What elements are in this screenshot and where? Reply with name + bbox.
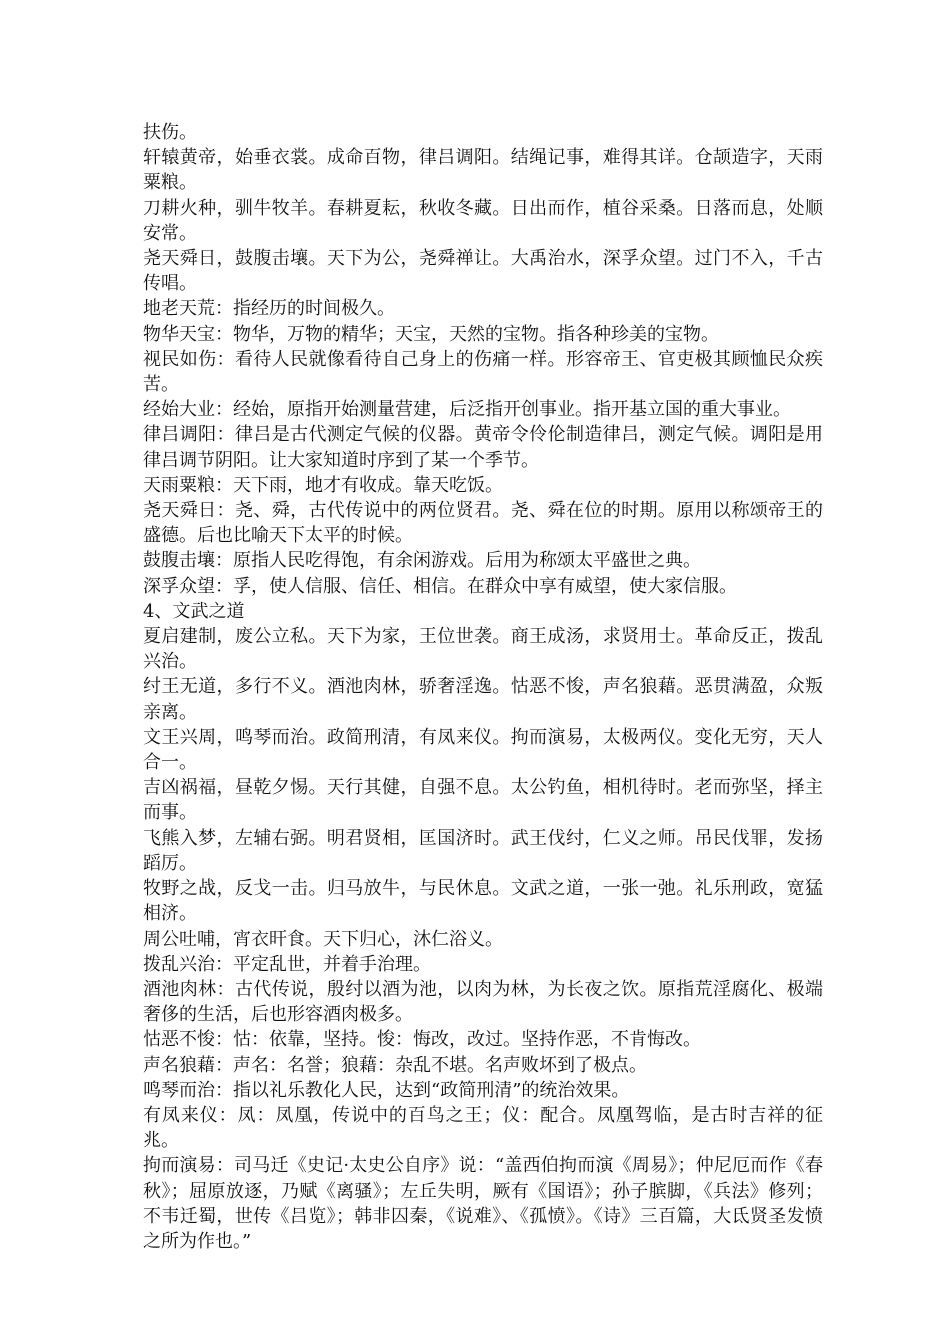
- definition-shenfuzhongwang: 深孚众望：孚，使人信服、信任、相信。在群众中享有威望，使大家信服。: [143, 575, 737, 597]
- paragraph-daogeng: 刀耕火种，驯牛牧羊。春耕夏耘，秋收冬藏。日出而作，植谷采桑。日落而息，处顺安常。: [143, 197, 823, 244]
- definition-tianyusuliang: 天雨粟粮：天下雨，地才有收成。靠天吃饭。: [143, 474, 503, 496]
- paragraph-muye: 牧野之战，反戈一击。归马放牛，与民休息。文武之道，一张一弛。礼乐刑政，宽猛相济。: [143, 878, 823, 925]
- definition-jiuchiroulin: 酒池肉林：古代传说，殷纣以酒为池，以肉为林，为长夜之饮。原指荒淫腐化、极端奢侈的生活，后也形容酒肉极多。: [143, 978, 823, 1026]
- paragraph-xiaqi: 夏启建制，废公立私。天下为家，王位世袭。商王成汤，求贤用士。革命反正，拨乱兴治。: [143, 626, 823, 673]
- definition-dilaotianhuang: 地老天荒：指经历的时间极久。: [143, 298, 395, 320]
- definition-mingqinerzhi: 鸣琴而治：指以礼乐教化人民，达到“政简刑清”的统治效果。: [143, 1079, 630, 1101]
- paragraph-zhouwang: 纣王无道，多行不义。酒池肉林，骄奢淫逸。怙恶不悛，声名狼藉。恶贯满盈，众叛亲离。: [143, 676, 823, 723]
- definition-juyanyi: 拘而演易：司马迁《史记·太史公自序》说：“盖西伯拘而演《周易》；仲尼厄而作《春秋》；屈原放逐，乃赋《离骚》；左丘失明，厥有《国语》；孙子膑脚，《兵法》修列；不韦迁蜀，世传《吕览》；韩非囚秦，《说难》、《孤愤》。《诗》三百篇，大氐贤圣发愤之所为作也。”: [143, 1155, 823, 1252]
- paragraph-yaotian: 尧天舜日，鼓腹击壤。天下为公，尧舜禅让。大禹治水，深孚众望。过门不入，千古传唱。: [143, 248, 823, 295]
- definition-jingshidaye: 经始大业：经始，原指开始测量营建，后泛指开创事业。指开基立国的重大事业。: [143, 399, 791, 421]
- definition-wuhuatianbao: 物华天宝：物华，万物的精华；天宝，天然的宝物。指各种珍美的宝物。: [143, 323, 719, 345]
- definition-youfenglaiyi: 有凤来仪：凤：凤凰，传说中的百鸟之王；仪：配合。凤凰驾临，是古时吉祥的征兆。: [143, 1104, 823, 1152]
- definition-lvlvtiaoyang: 律吕调阳：律吕是古代测定气候的仪器。黄帝令伶伦制造律吕，测定气候。调阳是用律吕调节阴阳。让大家知道时序到了某一个季节。: [143, 424, 823, 471]
- section-heading: 4、文武之道: [143, 600, 245, 622]
- definition-gufujirang: 鼓腹击壤：原指人民吃得饱，有余闲游戏。后用为称颂太平盛世之典。: [143, 550, 701, 572]
- paragraph-xuanyuan: 轩辕黄帝，始垂衣裳。成命百物，律吕调阳。结绳记事，难得其详。仓颉造字，天雨粟粮。: [143, 147, 823, 194]
- document-page: [143, 120, 823, 1254]
- paragraph-zhougong: 周公吐哺，宵衣旰食。天下归心，沐仁浴义。: [143, 928, 503, 950]
- definition-yaotianshunri: 尧天舜日：尧、舜，古代传说中的两位贤君。尧、舜在位的时期。原用以称颂帝王的盛德。后也比喻天下太平的时候。: [143, 500, 823, 547]
- definition-boluanxingzhi: 拨乱兴治：平定乱世，并着手治理。: [143, 953, 431, 975]
- paragraph-wenwang: 文王兴周，鸣琴而治。政简刑清，有凤来仪。拘而演易，太极两仪。变化无穷，天人合一。: [143, 726, 823, 774]
- definition-shengminglangji: 声名狼藉：声名：名誉；狼藉：杂乱不堪。名声败坏到了极点。: [143, 1054, 647, 1076]
- paragraph-jixiong: 吉凶祸福，昼乾夕惕。天行其健，自强不息。太公钓鱼，相机待时。老而弥坚，择主而事。: [143, 777, 823, 824]
- paragraph-fushang: 扶伤。: [143, 122, 197, 143]
- definition-shiminrushang: 视民如伤：看待人民就像看待自己身上的伤痛一样。形容帝王、官吏极其顾恤民众疾苦。: [143, 348, 823, 396]
- definition-hue-buquan: 怙恶不悛：怙：依靠，坚持。悛：悔改，改过。坚持作恶，不肯悔改。: [143, 1029, 701, 1051]
- paragraph-feixiong: 飞熊入梦，左辅右弼。明君贤相，匡国济时。武王伐纣，仁义之师。吊民伐罪，发扬蹈厉。: [143, 827, 823, 874]
